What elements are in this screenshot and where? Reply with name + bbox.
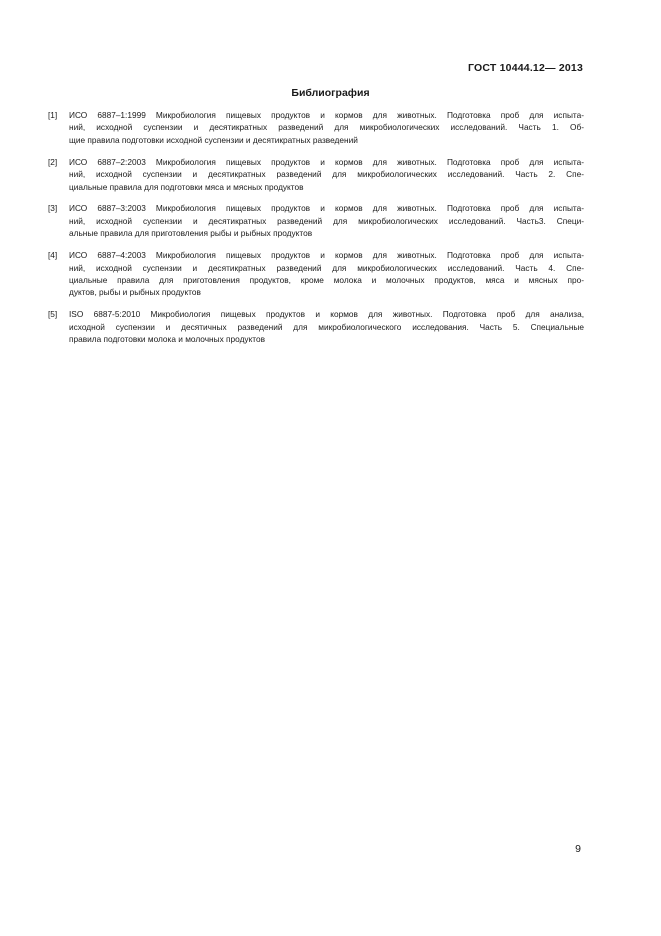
reference-number: [4] — [48, 250, 58, 261]
reference-line: ний, исходной суспензии и десятикратных разведений для микробиологических исследований. Часть 4. Спе- — [69, 262, 584, 273]
reference-line: ний, исходной суспензии и десятикратных разведений для микробиологических исследований. Часть 2. Спе- — [69, 169, 584, 180]
page-number: 9 — [575, 843, 581, 855]
document-code: ГОСТ 10444.12— 2013 — [467, 62, 583, 74]
reference-item — [48, 308, 584, 345]
reference-number: [3] — [48, 203, 58, 214]
reference-line: циальные правила для приготовления продуктов, кроме молока и молочных продуктов, мяса и мясных про- — [69, 274, 584, 285]
reference-line: ний, исходной суспензии и десятикратных разведений для микробиологических исследований. Часть 1. Об- — [69, 122, 584, 133]
reference-line: ИСО 6887–4:2003 Микробиология пищевых продуктов и кормов для животных. Подготовка проб для испыта- — [69, 250, 584, 261]
reference-line: дуктов, рыбы и рыбных продуктов — [69, 287, 201, 298]
reference-line: щие правила подготовки исходной суспензии и десятикратных разведений — [69, 134, 358, 145]
reference-line: ISO 6887-5:2010 Микробиология пищевых продуктов и кормов для животных. Подготовка проб для анализа, — [69, 309, 584, 320]
reference-text — [69, 156, 584, 193]
reference-line: ИСО 6887–3:2003 Микробиология пищевых продуктов и кормов для животных. Подготовка проб для испыта- — [69, 203, 584, 214]
reference-number: [5] — [48, 309, 58, 320]
page-title: Библиография — [291, 87, 370, 99]
reference-line: правила подготовки молока и молочных продуктов — [69, 334, 266, 345]
reference-line: ИСО 6887–1:1999 Микробиология пищевых продуктов и кормов для животных. Подготовка проб для испыта- — [69, 110, 584, 120]
reference-item — [48, 156, 584, 193]
reference-line: ИСО 6887–2:2003 Микробиология пищевых продуктов и кормов для животных. Подготовка проб для испыта- — [69, 156, 584, 167]
reference-line: альные правила для приготовления рыбы и рыбных продуктов — [69, 228, 313, 239]
reference-line: исходной суспензии и десятичных разведений для микробиологического исследования. Часть 5. Специальные — [69, 321, 584, 332]
reference-text — [69, 308, 584, 345]
reference-number: [2] — [48, 156, 58, 167]
reference-line: циальные правила для подготовки мяса и мясных продуктов — [69, 181, 304, 192]
reference-item — [48, 109, 584, 146]
reference-item — [48, 202, 584, 239]
reference-line: ний, исходной суспензии и десятикратных разведений для микробиологических исследований. Часть3. Специ- — [69, 215, 584, 226]
reference-item — [48, 249, 584, 299]
bibliography-list — [48, 109, 584, 355]
reference-text — [69, 109, 584, 146]
reference-text — [69, 249, 584, 299]
reference-text — [69, 202, 584, 239]
reference-number: [1] — [48, 110, 58, 120]
